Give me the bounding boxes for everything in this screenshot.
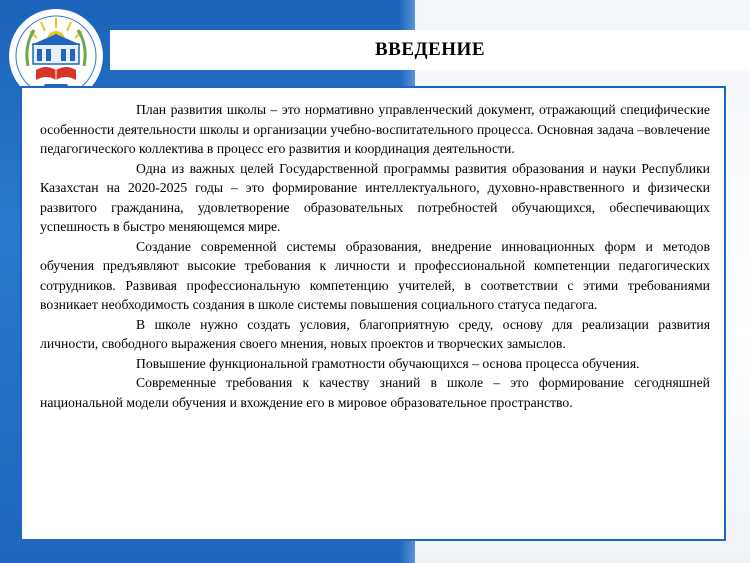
paragraph: План развития школы – это нормативно управленческий документ, отражающий специфические особенности деятельности школы и организации учебно-воспитательного процесса. Основная задача –вовлечение педагогического коллектива в процесс его развития и координация деятельности. xyxy=(40,102,710,156)
title-bar xyxy=(110,30,750,70)
paragraph: Создание современной системы образования, внедрение инновационных форм и методов обучения предъявляют высокие требования к личности и профессиональной компетенции педагогических сотрудников. Развивая профессиональную компетенцию учителей, в соответствии с этими требованиями возникает необходимость создания в школе системы повышения социального статуса педагога. xyxy=(40,238,710,312)
paragraph: Современные требования к качеству знаний в школе – это формирование сегодняшней национальной модели обучения и вхождение его в мировое образовательное пространство. xyxy=(40,375,710,410)
content-box xyxy=(20,86,726,541)
paragraph: В школе нужно создать условия, благоприятную среду, основу для реализации развития личности, свободного выражения своего мнения, новых проектов и творческих замыслов. xyxy=(40,316,710,351)
paragraph: Одна из важных целей Государственной программы развития образования и науки Республики Казахстан на 2020-2025 годы – это формирование интеллектуального, духовно-нравственного и физически развитого гражданина, удовлетворение образовательных потребностей обучающихся, обеспечивающих успешность в быстро меняющемся мире. xyxy=(40,160,710,234)
page-title: ВВЕДЕНИЕ xyxy=(375,39,485,60)
paragraph: Повышение функциональной грамотности обучающихся – основа процесса обучения. xyxy=(136,355,640,371)
